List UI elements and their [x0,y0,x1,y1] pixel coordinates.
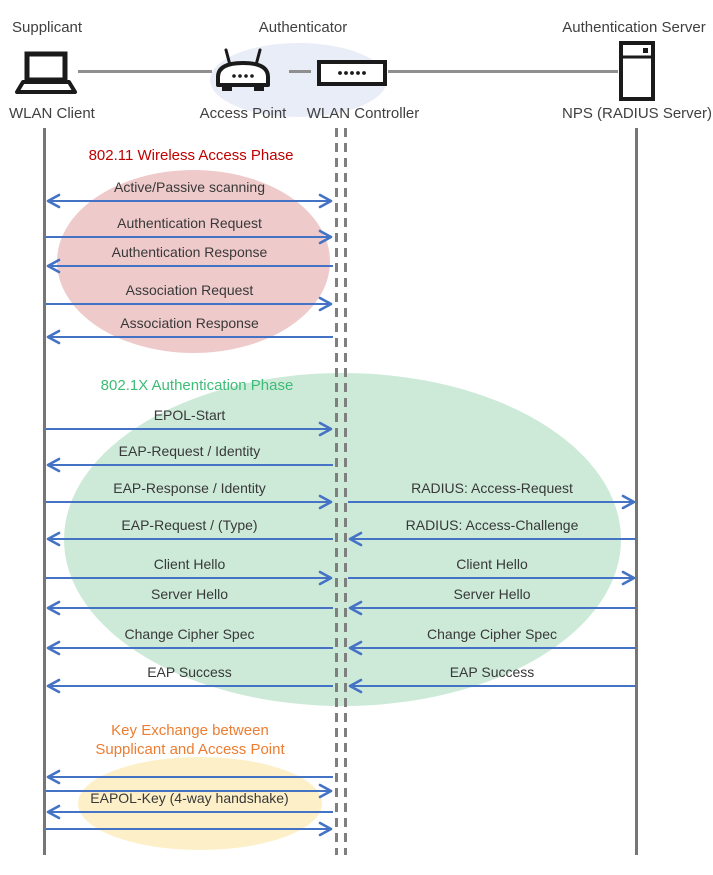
role-authenticator-label: Authenticator [258,19,348,36]
message-label: EAP-Response / Identity [113,480,266,496]
phase-title-key-exchange-line1: Key Exchange between [111,722,269,739]
role-supplicant-label: Supplicant [12,19,83,36]
access-point-icon [213,47,273,97]
message-label: RADIUS: Access-Challenge [405,517,579,533]
message-label: Authentication Request [117,215,262,231]
message-label: Active/Passive scanning [114,179,265,195]
connector-client-ap [78,70,212,73]
message-label: Client Hello [456,556,528,572]
server-icon [619,41,655,101]
message-label: EAP-Request / Identity [118,443,261,459]
device-wlan-controller-label: WLAN Controller [306,105,420,122]
message-label: Association Response [120,315,259,331]
role-auth-server-label: Authentication Server [562,19,706,36]
phase-title-wireless: 802.11 Wireless Access Phase [88,147,294,164]
message-label: Authentication Response [111,244,268,260]
device-access-point-label: Access Point [199,105,287,122]
lifeline-controller-right [344,128,347,855]
message-label: EAP-Request / (Type) [121,517,258,533]
message-label: EAP Success [147,664,232,680]
device-nps-label: NPS (RADIUS Server) [561,105,713,122]
message-label: RADIUS: Access-Request [411,480,573,496]
phase-title-key-exchange [95,721,284,759]
message-arrow [46,820,333,838]
message-label: Change Cipher Spec [427,626,557,642]
message-label: EPOL-Start [153,407,226,423]
message-label: Server Hello [453,586,531,602]
message-label: Client Hello [153,556,226,572]
laptop-icon [13,51,79,97]
connector-controller-server [388,70,618,73]
lifeline-controller-left [335,128,338,855]
message-label: Change Cipher Spec [124,626,255,642]
phase-title-dot1x: 802.1X Authentication Phase [100,377,294,394]
connector-ap-controller [289,70,311,73]
wlan-controller-icon [317,60,387,86]
message-label: EAP Success [449,664,535,680]
message-label: Server Hello [150,586,229,602]
lifeline-nps [635,128,638,855]
message-label: EAPOL-Key (4-way handshake) [90,790,289,806]
device-wlan-client-label: WLAN Client [9,105,95,122]
phase-title-key-exchange-line2: Supplicant and Access Point [95,741,285,758]
message-label: Association Request [125,282,254,298]
